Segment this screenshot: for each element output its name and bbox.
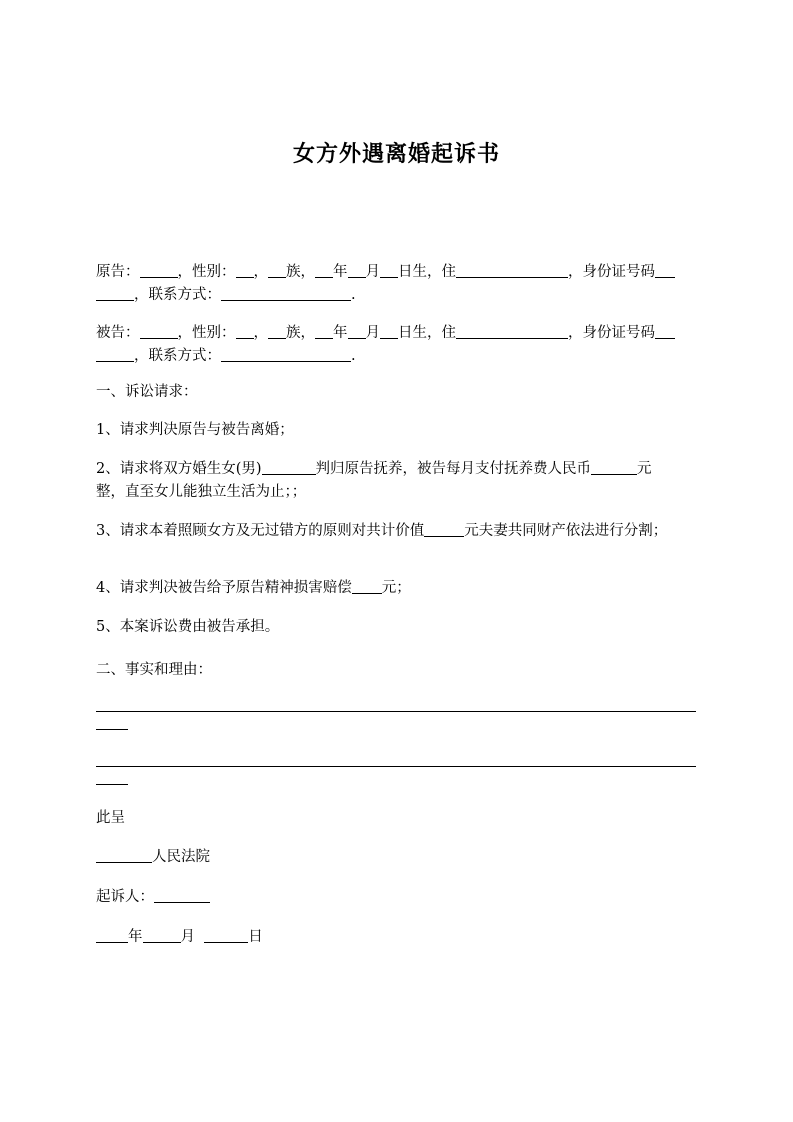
submit-text: 此呈	[96, 810, 125, 826]
blank[interactable]	[221, 286, 351, 301]
facts-rule[interactable]	[96, 729, 128, 730]
blank[interactable]	[204, 928, 248, 943]
court-line: 人民法院	[96, 847, 210, 867]
blank[interactable]	[268, 263, 286, 278]
blank[interactable]	[143, 928, 181, 943]
blank[interactable]	[262, 460, 316, 475]
blank[interactable]	[236, 324, 254, 339]
blank[interactable]	[655, 324, 675, 339]
plaintiff-line-2: ，联系方式： .	[96, 285, 356, 305]
section-claims-heading: 一、诉讼请求：	[96, 384, 198, 400]
blank[interactable]	[315, 324, 333, 339]
blank[interactable]	[96, 347, 134, 362]
blank[interactable]	[268, 324, 286, 339]
claim-2-line-1: 2、请求将双方婚生女(男) 判归原告抚养，被告每月支付抚养费人民币 元	[96, 461, 652, 477]
blank[interactable]	[591, 460, 637, 475]
facts-rule[interactable]	[96, 711, 696, 712]
blank[interactable]	[315, 263, 333, 278]
blank[interactable]	[380, 324, 398, 339]
claim-4: 4、请求判决被告给予原告精神损害赔偿 元；	[96, 580, 411, 596]
claim-2-line-2: 整，直至女儿能独立生活为止；；	[96, 484, 307, 500]
blank[interactable]	[456, 263, 568, 278]
plaintiff-signature-line: 起诉人：	[96, 887, 210, 907]
facts-rule[interactable]	[96, 784, 128, 785]
blank[interactable]	[352, 579, 382, 594]
section-facts-heading: 二、事实和理由：	[96, 662, 212, 678]
blank[interactable]	[424, 522, 464, 537]
blank[interactable]	[140, 324, 178, 339]
date-line: 年 月 日	[96, 927, 263, 947]
document-title: 女方外遇离婚起诉书	[292, 142, 500, 167]
blank[interactable]	[456, 324, 568, 339]
blank[interactable]	[96, 928, 128, 943]
blank[interactable]	[380, 263, 398, 278]
plaintiff-line-1: 原告： ，性别： ， 族， 年 月 日生，住 ，身份证号码	[96, 262, 675, 282]
claim-1: 1、请求判决原告与被告离婚；	[96, 422, 294, 438]
blank[interactable]	[140, 263, 178, 278]
defendant-line-1: 被告： ，性别： ， 族， 年 月 日生，住 ，身份证号码	[96, 323, 675, 343]
blank[interactable]	[154, 888, 210, 903]
blank[interactable]	[348, 324, 366, 339]
blank[interactable]	[655, 263, 675, 278]
blank[interactable]	[221, 347, 351, 362]
blank[interactable]	[96, 286, 134, 301]
blank[interactable]	[236, 263, 254, 278]
defendant-line-2: ，联系方式： .	[96, 346, 356, 366]
blank[interactable]	[348, 263, 366, 278]
claim-3: 3、请求本着照顾女方及无过错方的原则对共计价值 元夫妻共同财产依法进行分割；	[96, 523, 668, 539]
blank[interactable]	[96, 848, 152, 863]
claim-5: 5、本案诉讼费由被告承担。	[96, 619, 280, 635]
facts-rule[interactable]	[96, 766, 696, 767]
